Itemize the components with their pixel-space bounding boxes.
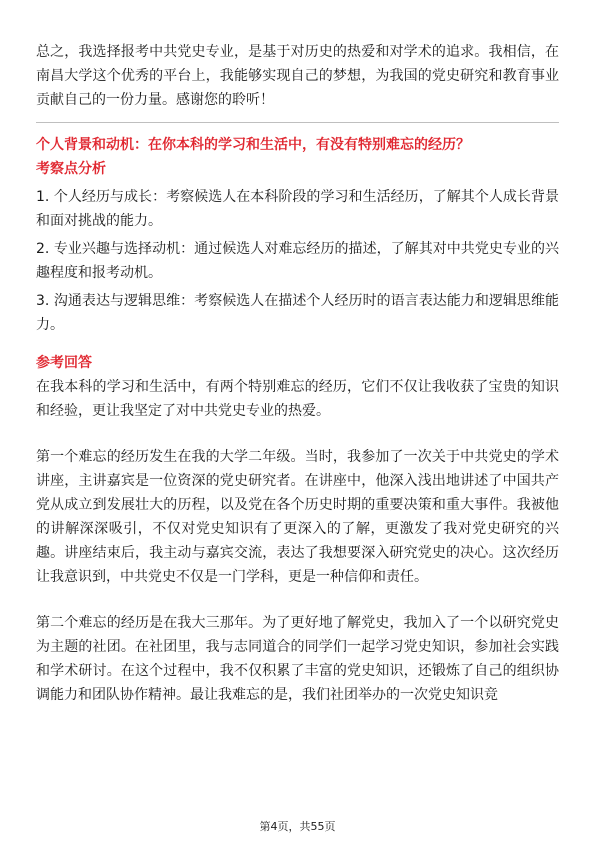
analysis-item-1: 1. 个人经历与成长：考察候选人在本科阶段的学习和生活经历，了解其个人成长背景和面对挑战的能力。 [36, 189, 559, 229]
intro-paragraph: 总之，我选择报考中共党史专业，是基于对历史的热爱和对学术的追求。我相信，在南昌大学这个优秀的平台上，我能够实现自己的梦想，为我国的党史研究和教育事业贡献自己的一份力量。感谢您的聆听！ [36, 44, 559, 108]
analysis-item-2: 2. 专业兴趣与选择动机：通过候选人对难忘经历的描述，了解其对中共党史专业的兴趣程度和报考动机。 [36, 241, 559, 281]
page-number-footer: 第4页，共55页 [259, 820, 336, 833]
analysis-title: 考察点分析 [36, 161, 106, 177]
question-heading: 个人背景和动机：在你本科的学习和生活中，有没有特别难忘的经历？ [36, 137, 470, 153]
document-page [36, 40, 559, 729]
section-divider [36, 122, 559, 123]
analysis-item-3: 3. 沟通表达与逻辑思维：考察候选人在描述个人经历时的语言表达能力和逻辑思维能力。 [36, 293, 559, 333]
answer-title: 参考回答 [36, 355, 92, 371]
answer-paragraph-3: 第二个难忘的经历是在我大三那年。为了更好地了解党史，我加入了一个以研究党史为主题的社团。在社团里，我与志同道合的同学们一起学习党史知识，参加社会实践和学术研讨。在这个过程中，我不仅积累了丰富的党史知识，还锻炼了自己的组织协调能力和团队协作精神。最让我难忘的是，我们社团举办的一次党史知识竞 [36, 615, 559, 703]
answer-paragraph-2: 第一个难忘的经历发生在我的大学二年级。当时，我参加了一次关于中共党史的学术讲座，主讲嘉宾是一位资深的党史研究者。在讲座中，他深入浅出地讲述了中国共产党从成立到发展壮大的历程，以及党在各个历史时期的重要决策和重大事件。我被他的讲解深深吸引，不仅对党史知识有了更深入的了解，更激发了我对党史研究的兴趣。讲座结束后，我主动与嘉宾交流，表达了我想要深入研究党史的决心。这次经历让我意识到，中共党史不仅是一门学科，更是一种信仰和责任。 [36, 449, 559, 585]
answer-paragraph-1: 在我本科的学习和生活中，有两个特别难忘的经历，它们不仅让我收获了宝贵的知识和经验，更让我坚定了对中共党史专业的热爱。 [36, 379, 559, 419]
